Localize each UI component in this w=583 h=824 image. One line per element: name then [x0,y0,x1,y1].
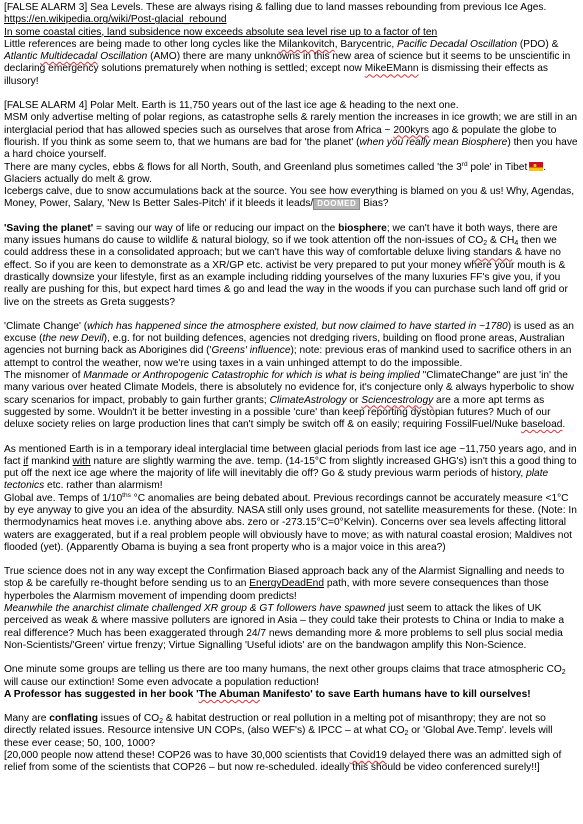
paragraph-conflating: Many are conflating issues of $CO_2$ & habitat destruction or real pollution in a melting pot of misanthropy; they are not so directly related issues. Resource intensive UN COPs, (also WEF's) & IPCC – at what $CO_2$ or 'Global Ave.Temp'. levels will these ever cease; 50, 100, 1000? [20,000 people now attend these! COP26 was to have 30,000 scientists that Covid19 delayed there was an admitted sigh of relief from some of the scientists that COP26 – but now re-scheduled. ideally this should be video conferenced surely!!] [4,713,562,774]
energy-dead-end-link[interactable]: EnergyDeadEnd [249,578,324,590]
paragraph-population: One minute some groups are telling us there are too many humans, the next other groups claims that trace atmospheric $CO_2$ will cause our extinction! Some even advocate a population reduction! A Professor has suggested in her book 'The Abuman Manifesto' to save Earth humans have to kill ourselves! [4,664,566,700]
paragraph-false-alarm-3: [FALSE ALARM 3] Sea Levels. These are always rising & falling due to land masses rebounding from previous Ice Ages. https://en.wikipedia.org/wiki/Post-glacial_rebound In some coastal cities, land subsidence now exceeds absolute sea level rise up to a factor of ten Little references are being made to other long cycles like the Milankovitch, Barycentric, Pacific Decadal Oscillation (PDO) & Atlantic Multidecadal Oscillation (AMO) there are many unknowns in this new area of science but it seems to be unscientific in declaring emergency solutions prematurely when nothing is settled; except now MikeEMann is dismissing their effects as illusory! [4,2,571,87]
paragraph-climate-change: 'Climate Change' (which has happened since the atmosphere existed, but now claimed to have started in ~1780) is used as an excuse (the new Devil), e.g. for not building defences, agencies not dredging rivers, building on flood prone areas, Australian agencies not burning back as Aborigines did ('Greens' influence); note: previous eras of mankind used to sacrifice others in an attempt to control the weather, now we're using taxes in a vain unhinged attempt to do the impossible. The misnomer of Manmade or Anthropogenic Catastrophic for which is what is being implied "ClimateChange" are just 'in' the many various over heated Climate Models, there is absolutely no evidence for, it's conjecture only & always hyperbolic to show scary scenarios for impact, probably to gain further grants; ClimateAstrology or Sciencestrology are a more apt terms as suggested by some. Wouldn't it be better investing in a possible 'cure' than keep reporting dystopian futures? Much of our deluxe society relies on large production lines that can't simply be switch off & on easily; requiring FossilFuel/Nuke baseload. [4,320,574,431]
wikipedia-link[interactable]: https://en.wikipedia.org/wiki/Post-glacial_rebound [4,14,227,26]
paragraph-saving-the-planet: 'Saving the planet' = saving our way of life or reducing our impact on the biosphere; we can't have it both ways, there are many issues humans do cause to wildlife & natural biology, so if we took attention off the non-issues of $CO_2$ & $CH_4$ then we could address these in a consolidated approach; but we can't have this way of comfortable deluxe living standars & have no effect. So if you are keen to demonstrate as a XR/GP etc. activist be very prepared to put your money where your mouth is & drastically downsize your lifestyle, first as an example including ridding yourselves of the many luxuries FF's give you, if you really are pushing for this, but expect hard times & go and lead the way in the woods if you can purchase such land off grid or live on the streets as Greta suggests? [4,222,568,308]
paragraph-interglacial: As mentioned Earth is in a temporary ideal interglacial time between glacial periods from last ice age ~11,750 years ago, and in fact if mankind with nature are slightly warming the ave. temp. (14-15°C from slightly increased GHG's) isn't this a good thing to put off the next ice age where the majority of life will inevitably die off? Go & study previous warm periods of history, plate tectonics etc. rather than alarmism! Global ave. Temps of $1/10^{ths}$ °C anomalies are being debated about. Previous recordings cannot be accurately measure <1°C by eye anyway to give you an idea of the absurdity. NASA still only uses ground, not satellite measurements for these. (Note: In thermodynamics heat moves i.e. anything above abs. zero or -273.15°C=0°Kelvin). Concerns over sea levels affecting littoral waters are exaggerated, but if a real problem people will obviously have to move; as with natural coastal erosion; Maldives not flooded (yet). (Apparently Obama is buying a sea front property who is a major voice in this area?) [4,443,577,553]
subsidence-statement: In some coastal cities, land subsidence now exceeds absolute sea level rise up to a factor of ten [4,26,438,38]
alarm-tag: [FALSE ALARM 3] [4,2,88,13]
tibet-flag-icon [529,162,543,171]
paragraph-true-science: True science does not in any way except the Confirmation Biased approach back any of the Alarmist Signalling and needs to stop & be carefully re-thought before sending us to an EnergyDeadEnd path, with more severe consequences than those hyperboles the Alarmism movement of impending doom predicts! Meanwhile the anarchist climate challenged XR group & GT followers have spawned just seem to attack the likes of UK perceived as weak & where massive polluters are ignored in Asia – they could take their protests to China or India to make a real difference? Much has been exaggerated through 24/7 news demanding more & more problems to sell plus social media Non-Scientists/'Green' virtue frenzy; Virtue Signalling 'Useful idiots' are on the bandwagon amplify this Non-Science. [4,566,565,651]
alarm-tag: [FALSE ALARM 4] [4,100,88,112]
paragraph-false-alarm-4: [FALSE ALARM 4] Polar Melt. Earth is 11,750 years out of the last ice age & heading to the next one. MSM only advertise melting of polar regions, as catastrophe sells & rarely mention the increases in ice growth; we are still in an interglacial period that has allowed species such as ourselves that arose from Africa ~ 200kyrs ago & populate the globe to flourish. If you think as some seem to, that we humans are bad for 'the planet' (when you really mean Biosphere) then you have a hard choice yourself. There are many cycles, ebbs & flows for all North, South, and Greenland plus sometimes called 'the 3rd pole' in Tibet . Glaciers actually do melt & grow. Icebergs calve, due to snow accumulations back at the source. You see how everything is blamed on you & us! Why, Agendas, Money, Power, Salary, 'New Is Better Sales-Pitch' if it bleeds it leads/ DOOMED Bias? [4,100,578,210]
doomed-badge: DOOMED [313,198,360,210]
